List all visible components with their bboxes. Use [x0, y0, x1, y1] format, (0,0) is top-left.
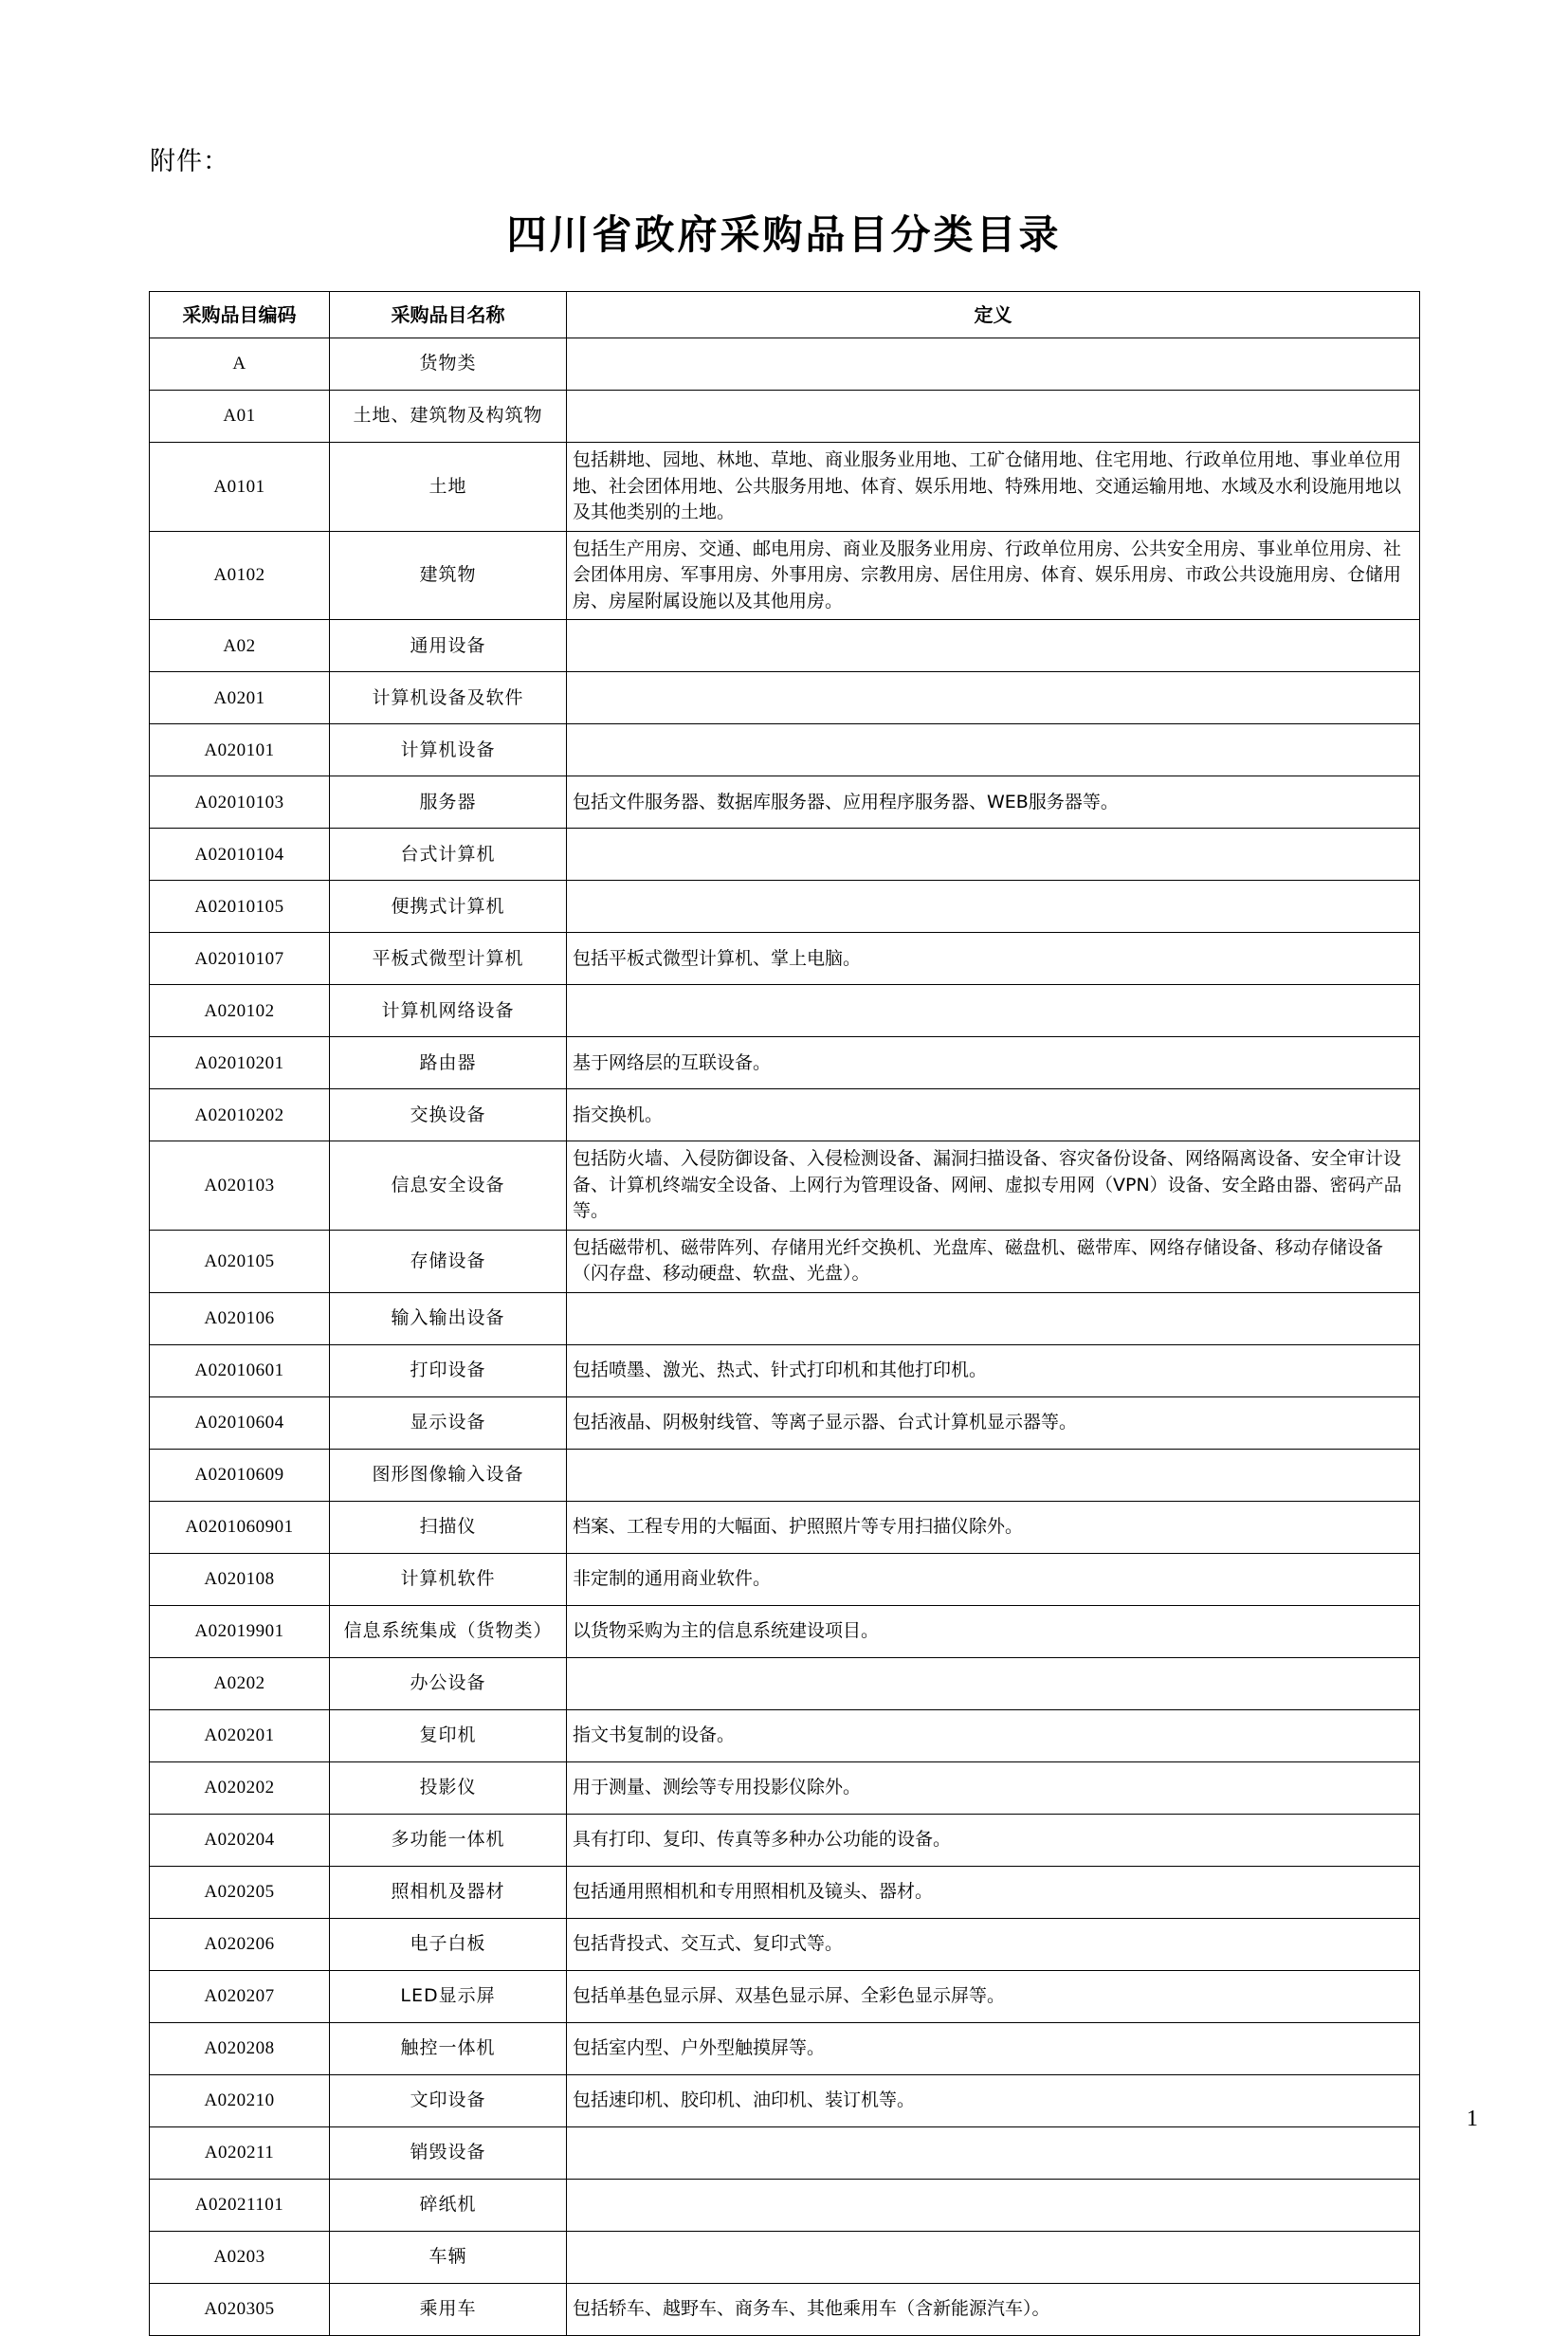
cell-code: A020101: [150, 724, 330, 776]
cell-name: 办公设备: [330, 1658, 567, 1710]
cell-definition: 包括通用照相机和专用照相机及镜头、器材。: [567, 1867, 1420, 1919]
cell-code: A02010601: [150, 1345, 330, 1397]
cell-name: 销毁设备: [330, 2127, 567, 2180]
cell-name: 计算机软件: [330, 1554, 567, 1606]
cell-name: 复印机: [330, 1710, 567, 1762]
table-row: [150, 1037, 1420, 1089]
cell-name: 存储设备: [330, 1230, 567, 1292]
cell-name: 电子白板: [330, 1919, 567, 1971]
cell-code: A020210: [150, 2075, 330, 2127]
cell-code: A020102: [150, 985, 330, 1037]
table-row: [150, 1606, 1420, 1658]
cell-definition: 用于测量、测绘等专用投影仪除外。: [567, 1762, 1420, 1815]
cell-name: 照相机及器材: [330, 1867, 567, 1919]
table-row: [150, 531, 1420, 620]
cell-code: A02010105: [150, 881, 330, 933]
cell-name: 货物类: [330, 338, 567, 391]
cell-definition: 包括室内型、户外型触摸屏等。: [567, 2023, 1420, 2075]
cell-name: 乘用车: [330, 2284, 567, 2336]
cell-name: 通用设备: [330, 620, 567, 672]
cell-name: 路由器: [330, 1037, 567, 1089]
table-row: [150, 1345, 1420, 1397]
cell-code: A020204: [150, 1815, 330, 1867]
cell-name: 显示设备: [330, 1397, 567, 1450]
table-row: [150, 1867, 1420, 1919]
table-row: [150, 933, 1420, 985]
cell-definition: 指文书复制的设备。: [567, 1710, 1420, 1762]
table-row: [150, 2023, 1420, 2075]
table-row: [150, 1971, 1420, 2023]
cell-name: 投影仪: [330, 1762, 567, 1815]
table-row: [150, 1230, 1420, 1292]
cell-code: A020201: [150, 1710, 330, 1762]
cell-code: A020206: [150, 1919, 330, 1971]
cell-definition: 包括防火墙、入侵防御设备、入侵检测设备、漏洞扫描设备、容灾备份设备、网络隔离设备、安全审计设备、计算机终端安全设备、上网行为管理设备、网闸、虚拟专用网（VPN）设备、安全路由器、密码产品等。: [567, 1141, 1420, 1231]
table-row: [150, 1450, 1420, 1502]
table-row: [150, 1762, 1420, 1815]
column-header-name: 采购品目名称: [330, 292, 567, 338]
cell-code: A: [150, 338, 330, 391]
cell-code: A02010104: [150, 829, 330, 881]
cell-code: A020105: [150, 1230, 330, 1292]
cell-name: 图形图像输入设备: [330, 1450, 567, 1502]
table-row: [150, 881, 1420, 933]
cell-definition: [567, 672, 1420, 724]
column-header-code: 采购品目编码: [150, 292, 330, 338]
table-row: [150, 391, 1420, 443]
cell-definition: 包括速印机、胶印机、油印机、装订机等。: [567, 2075, 1420, 2127]
cell-definition: [567, 620, 1420, 672]
cell-code: A020208: [150, 2023, 330, 2075]
cell-code: A02021101: [150, 2180, 330, 2232]
attachment-label: 附件：: [150, 147, 229, 176]
page-number: 1: [1467, 2107, 1478, 2131]
table-row: [150, 776, 1420, 829]
cell-definition: 包括文件服务器、数据库服务器、应用程序服务器、WEB服务器等。: [567, 776, 1420, 829]
cell-definition: 以货物采购为主的信息系统建设项目。: [567, 1606, 1420, 1658]
table-header-row: [150, 292, 1420, 338]
cell-name: 扫描仪: [330, 1502, 567, 1554]
table-row: [150, 1141, 1420, 1231]
table-row: [150, 2127, 1420, 2180]
cell-name: 触控一体机: [330, 2023, 567, 2075]
cell-code: A02019901: [150, 1606, 330, 1658]
cell-code: A02010609: [150, 1450, 330, 1502]
cell-code: A0201: [150, 672, 330, 724]
cell-definition: [567, 338, 1420, 391]
cell-definition: 包括轿车、越野车、商务车、其他乘用车（含新能源汽车）。: [567, 2284, 1420, 2336]
cell-code: A02010107: [150, 933, 330, 985]
cell-definition: [567, 2127, 1420, 2180]
cell-definition: 包括耕地、园地、林地、草地、商业服务业用地、工矿仓储用地、住宅用地、行政单位用地、事业单位用地、社会团体用地、公共服务用地、体育、娱乐用地、特殊用地、交通运输用地、水域及水利设施用地以及其他类别的土地。: [567, 443, 1420, 532]
cell-definition: 指交换机。: [567, 1089, 1420, 1141]
table-row: [150, 2180, 1420, 2232]
cell-definition: [567, 391, 1420, 443]
table-row: [150, 1089, 1420, 1141]
table-row: [150, 2232, 1420, 2284]
cell-name: 车辆: [330, 2232, 567, 2284]
cell-name: 输入输出设备: [330, 1293, 567, 1345]
table-row: [150, 1658, 1420, 1710]
cell-code: A02010103: [150, 776, 330, 829]
cell-name: 平板式微型计算机: [330, 933, 567, 985]
cell-name: 计算机设备及软件: [330, 672, 567, 724]
cell-name: 信息系统集成（货物类）: [330, 1606, 567, 1658]
cell-definition: [567, 724, 1420, 776]
table-row: [150, 620, 1420, 672]
table-body: [150, 338, 1420, 2336]
cell-definition: 包括平板式微型计算机、掌上电脑。: [567, 933, 1420, 985]
table-row: [150, 443, 1420, 532]
table-row: [150, 1397, 1420, 1450]
table-row: [150, 2284, 1420, 2336]
table-row: [150, 1502, 1420, 1554]
cell-definition: 包括单基色显示屏、双基色显示屏、全彩色显示屏等。: [567, 1971, 1420, 2023]
cell-code: A020108: [150, 1554, 330, 1606]
table-row: [150, 2075, 1420, 2127]
cell-code: A020103: [150, 1141, 330, 1231]
cell-name: 交换设备: [330, 1089, 567, 1141]
cell-definition: [567, 1658, 1420, 1710]
cell-definition: 具有打印、复印、传真等多种办公功能的设备。: [567, 1815, 1420, 1867]
table-row: [150, 1554, 1420, 1606]
cell-definition: [567, 2180, 1420, 2232]
cell-code: A0102: [150, 531, 330, 620]
cell-name: 文印设备: [330, 2075, 567, 2127]
cell-code: A020207: [150, 1971, 330, 2023]
table-row: [150, 672, 1420, 724]
table-row: [150, 1293, 1420, 1345]
table-row: [150, 985, 1420, 1037]
cell-name: 计算机网络设备: [330, 985, 567, 1037]
cell-definition: 包括背投式、交互式、复印式等。: [567, 1919, 1420, 1971]
cell-name: 服务器: [330, 776, 567, 829]
cell-name: 土地: [330, 443, 567, 532]
cell-name: 打印设备: [330, 1345, 567, 1397]
cell-name: 便携式计算机: [330, 881, 567, 933]
cell-name: 信息安全设备: [330, 1141, 567, 1231]
cell-definition: 包括喷墨、激光、热式、针式打印机和其他打印机。: [567, 1345, 1420, 1397]
table-row: [150, 1815, 1420, 1867]
cell-name: 碎纸机: [330, 2180, 567, 2232]
procurement-catalog-table: [149, 291, 1420, 2336]
cell-definition: [567, 1450, 1420, 1502]
cell-code: A020305: [150, 2284, 330, 2336]
cell-name: 计算机设备: [330, 724, 567, 776]
cell-name: LED显示屏: [330, 1971, 567, 2023]
cell-code: A0202: [150, 1658, 330, 1710]
cell-definition: 包括液晶、阴极射线管、等离子显示器、台式计算机显示器等。: [567, 1397, 1420, 1450]
cell-name: 建筑物: [330, 531, 567, 620]
cell-code: A02010201: [150, 1037, 330, 1089]
cell-code: A0201060901: [150, 1502, 330, 1554]
cell-code: A020106: [150, 1293, 330, 1345]
cell-name: 多功能一体机: [330, 1815, 567, 1867]
cell-name: 土地、建筑物及构筑物: [330, 391, 567, 443]
cell-definition: [567, 881, 1420, 933]
cell-definition: [567, 1293, 1420, 1345]
cell-code: A0203: [150, 2232, 330, 2284]
table-row: [150, 829, 1420, 881]
cell-code: A0101: [150, 443, 330, 532]
cell-definition: [567, 985, 1420, 1037]
page-title: 四川省政府采购品目分类目录: [506, 211, 1062, 258]
cell-definition: [567, 2232, 1420, 2284]
cell-code: A01: [150, 391, 330, 443]
cell-code: A020202: [150, 1762, 330, 1815]
cell-definition: 包括生产用房、交通、邮电用房、商业及服务业用房、行政单位用房、公共安全用房、事业单位用房、社会团体用房、军事用房、外事用房、宗教用房、居住用房、体育、娱乐用房、市政公共设施用房、仓储用房、房屋附属设施以及其他用房。: [567, 531, 1420, 620]
cell-code: A02010604: [150, 1397, 330, 1450]
cell-definition: 基于网络层的互联设备。: [567, 1037, 1420, 1089]
cell-code: A020205: [150, 1867, 330, 1919]
table-row: [150, 1919, 1420, 1971]
cell-definition: 档案、工程专用的大幅面、护照照片等专用扫描仪除外。: [567, 1502, 1420, 1554]
table-row: [150, 724, 1420, 776]
cell-definition: [567, 829, 1420, 881]
cell-definition: 包括磁带机、磁带阵列、存储用光纤交换机、光盘库、磁盘机、磁带库、网络存储设备、移动存储设备（闪存盘、移动硬盘、软盘、光盘）。: [567, 1230, 1420, 1292]
table-row: [150, 1710, 1420, 1762]
cell-definition: 非定制的通用商业软件。: [567, 1554, 1420, 1606]
column-header-definition: 定义: [567, 292, 1420, 338]
cell-code: A02010202: [150, 1089, 330, 1141]
cell-code: A02: [150, 620, 330, 672]
table-row: [150, 338, 1420, 391]
cell-name: 台式计算机: [330, 829, 567, 881]
cell-code: A020211: [150, 2127, 330, 2180]
